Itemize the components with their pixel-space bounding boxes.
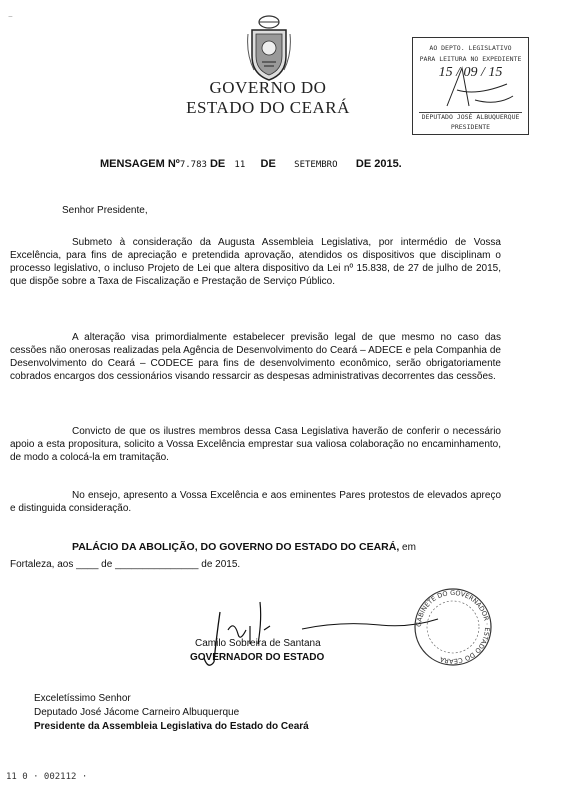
paragraph-4: No ensejo, apresento a Vossa Excelência e aos eminentes Pares protestos de elevados apreço e distinguida consideração. xyxy=(10,490,501,514)
header-line-2: ESTADO DO CEARÁ xyxy=(186,98,350,117)
closing xyxy=(10,541,501,570)
stamp-line-1: AO DEPTO. LEGISLATIVO xyxy=(429,44,512,52)
salutation: Senhor Presidente, xyxy=(62,205,148,216)
header-line-1: GOVERNO DO xyxy=(209,78,327,97)
seal-text: GABINETE DO GOVERNADOR · ESTADO DO CEARÁ xyxy=(414,588,492,666)
message-label: MENSAGEM Nº xyxy=(100,158,180,170)
signatory-name: Camilo Sobreira de Santana xyxy=(195,638,321,649)
stamp-signature-mark xyxy=(417,66,524,110)
scan-mark: − xyxy=(8,12,13,21)
paragraph-1: Submeto à consideração da Augusta Assembleia Legislativa, por intermédio de Vossa Excelência, para fins de apreciação e pretendida aprovação, atendidos os dispositivos que disciplinam o processo legislativo, o incluso Projeto de Lei que altera dispositivo da Lei nº 15.838, de 27 de julho de 2015, que dispõe sobre a Taxa de Fiscalização e Prestação de Serviço Público. xyxy=(10,237,501,287)
stamp-line-2: PARA LEITURA NO EXPEDIENTE xyxy=(419,55,522,63)
protocol-stamp xyxy=(412,37,529,135)
stamp-line-3: DEPUTADO JOSÉ ALBUQUERQUE xyxy=(421,113,520,121)
closing-place-date: Fortaleza, aos ____ de _______________ de 2015. xyxy=(10,559,241,570)
closing-palace: PALÁCIO DA ABOLIÇÃO, DO GOVERNO DO ESTADO DO CEARÁ, xyxy=(72,541,400,553)
message-header xyxy=(100,158,402,170)
addressee-line-3: Presidente da Assembleia Legislativa do Estado do Ceará xyxy=(34,721,309,732)
document-code: 11 0 · 002112 · xyxy=(6,772,88,782)
message-year: DE 2015. xyxy=(355,158,402,170)
message-day: 11 xyxy=(234,160,246,170)
signatory-title: GOVERNADOR DO ESTADO xyxy=(190,652,325,663)
message-number: 7.783 xyxy=(179,160,207,170)
message-de-1: DE xyxy=(209,158,226,170)
paragraph-2: A alteração visa primordialmente estabelecer previsão legal de que mesmo no caso das cessões não onerosas realizadas pela Agência de Desenvolvimento do Ceará – ADECE e pela Companhia de Desenvolvimento do Ceará – CODECE para fins de desenvolvimento econômico, serão obrigatoriamente cobrados encargos dos cessionários visando ressarcir as despesas administrativas decorrentes das cessões. xyxy=(10,332,501,382)
paragraph-3: Convicto de que os ilustres membros dessa Casa Legislativa haverão de conferir o necessário apoio a esta propositura, solicito a Vossa Excelência emprestar sua valiosa colaboração no encaminhamento, de modo a colocá-la em tramitação. xyxy=(10,426,501,463)
closing-em: em xyxy=(402,542,416,553)
message-month: SETEMBRO xyxy=(294,160,338,170)
coat-of-arms-icon xyxy=(244,14,294,82)
message-de-2: DE xyxy=(260,158,276,170)
stamp-date: 15 / 09 / 15 xyxy=(438,65,503,80)
stamp-line-4: PRESIDENTE xyxy=(450,123,491,131)
office-seal-icon xyxy=(412,586,494,668)
addressee-line-2: Deputado José Jácome Carneiro Albuquerque xyxy=(34,707,240,718)
addressee-line-1: Exceletíssimo Senhor xyxy=(34,693,131,704)
